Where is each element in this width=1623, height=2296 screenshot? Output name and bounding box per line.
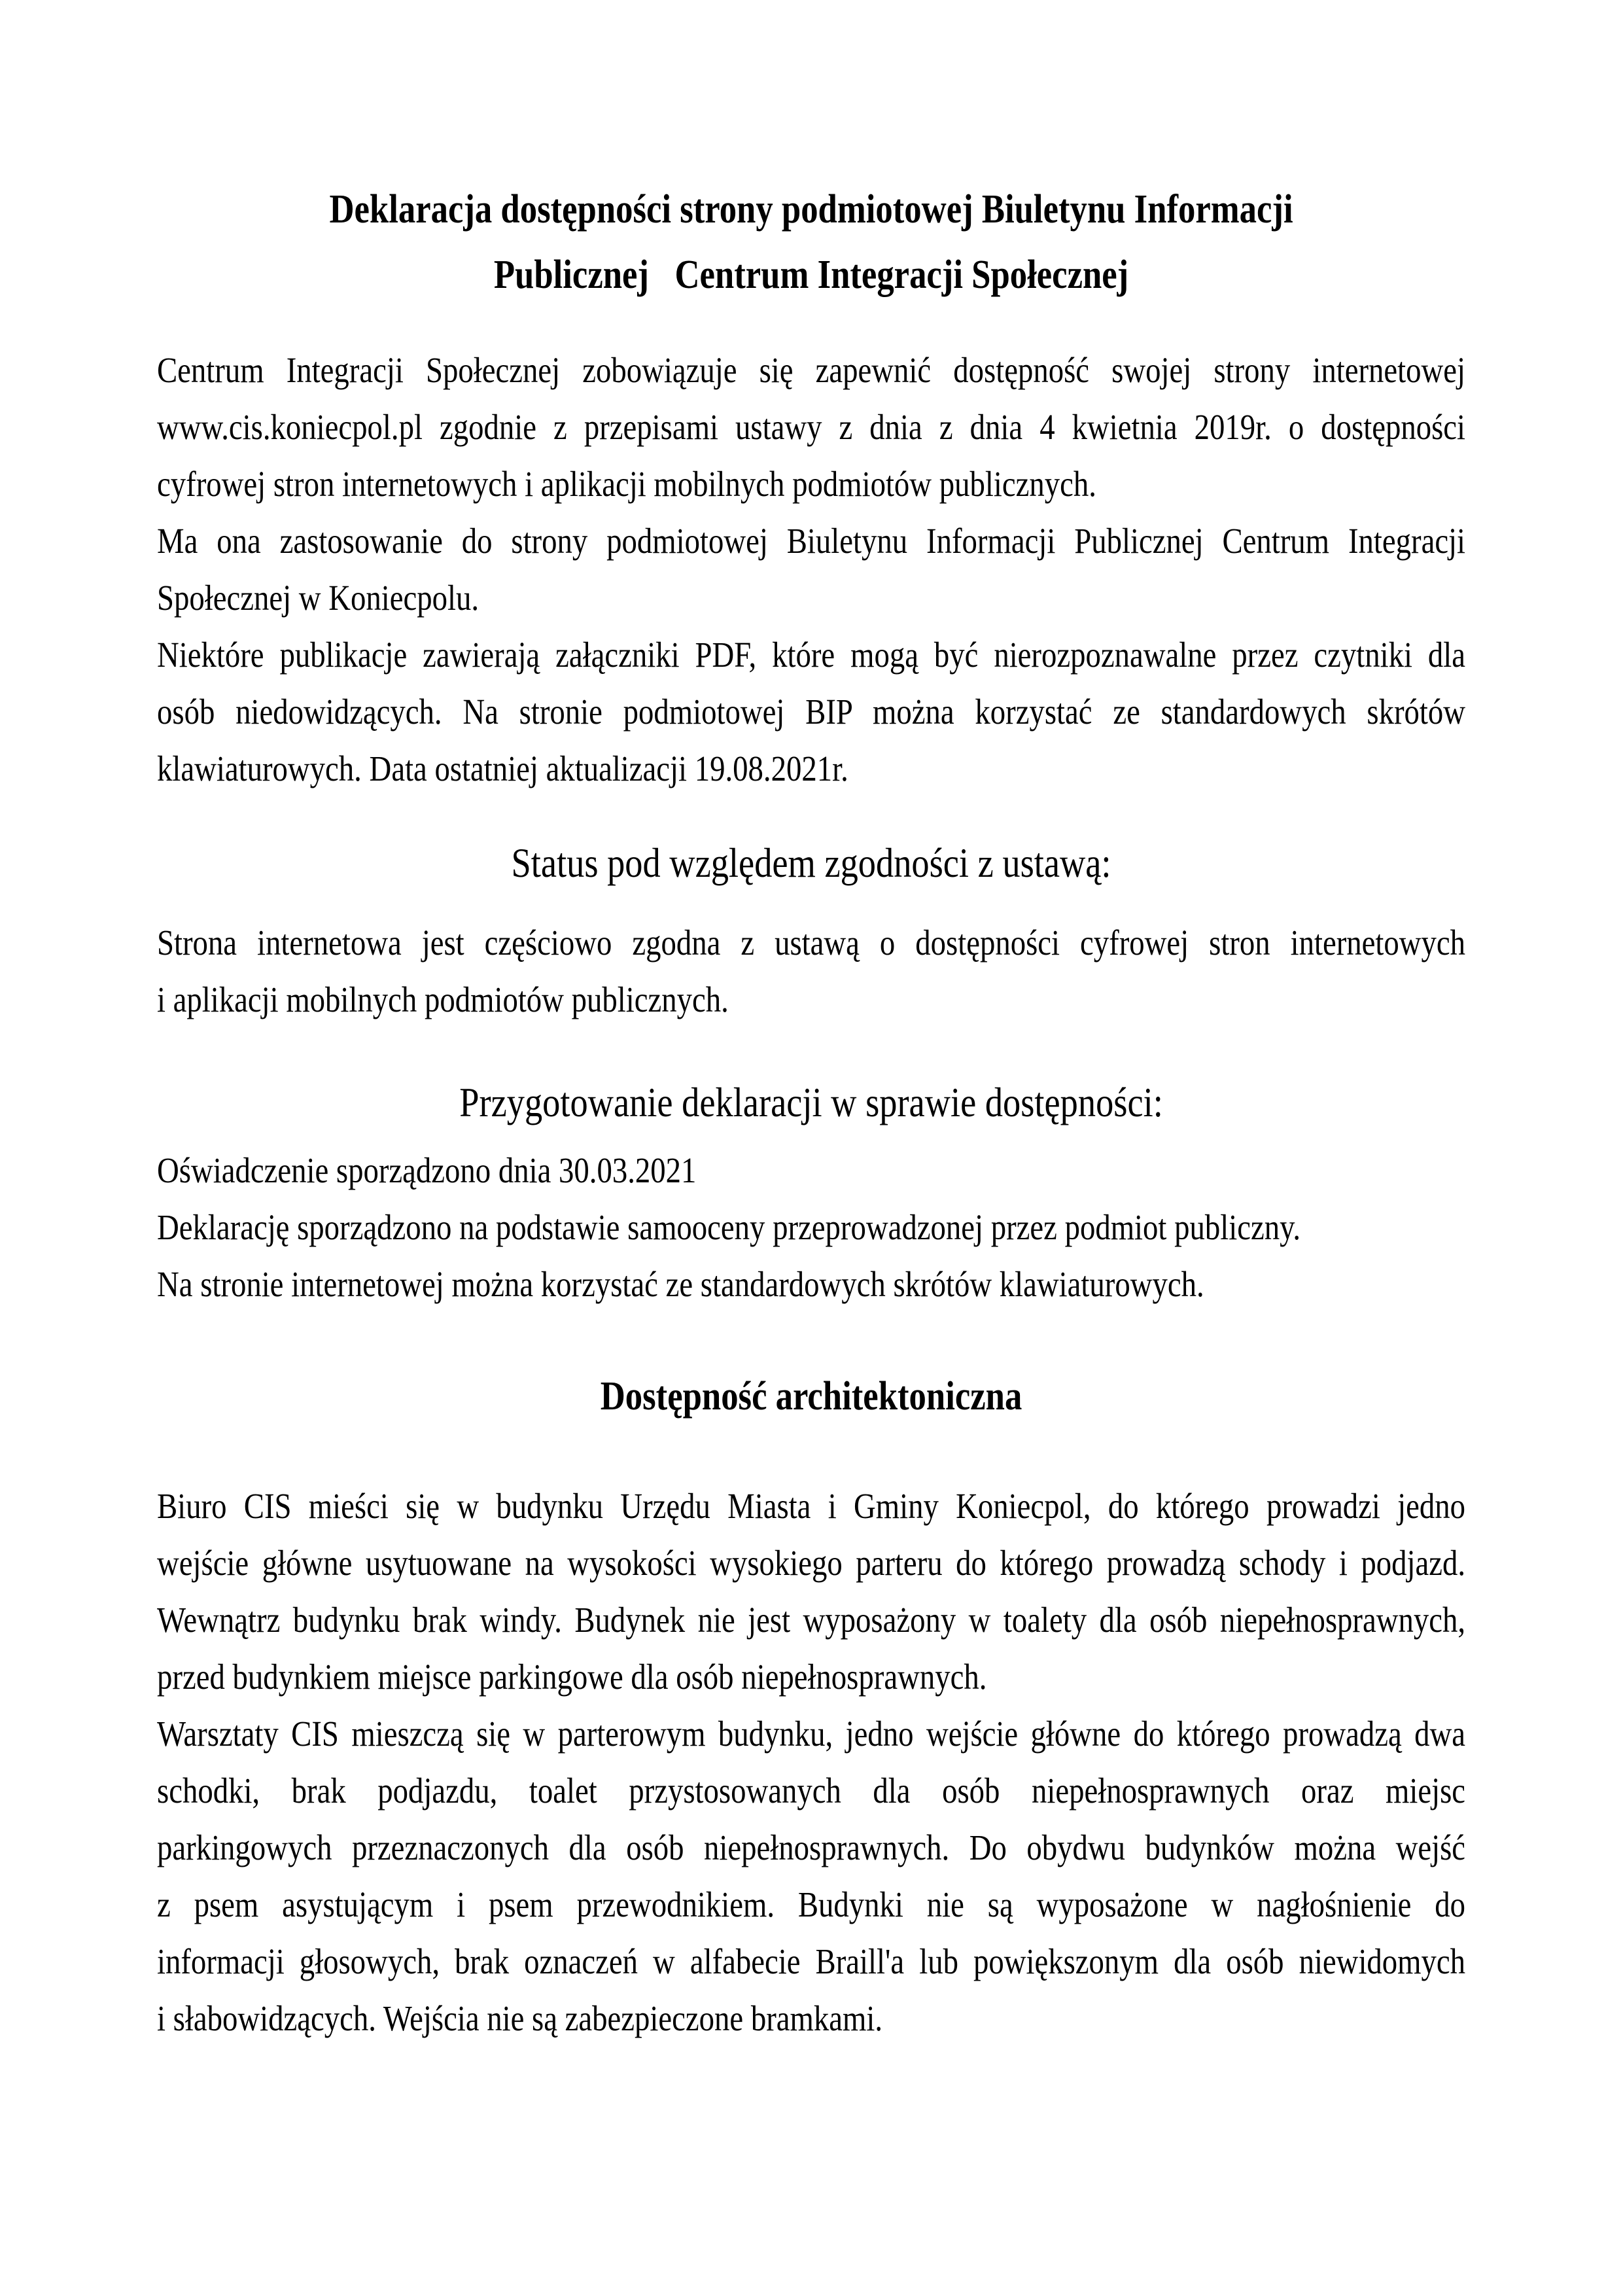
- architecture-paragraph-1: [157, 1477, 1465, 1705]
- text-line: Centrum Integracji Społecznej zobowiązuje się zapewnić dostępność swojej strony internetowej: [157, 350, 1466, 390]
- text-line: i słabowidzących. Wejścia nie są zabezpieczone bramkami.: [157, 1998, 883, 2038]
- architecture-section-heading: Dostępność architektoniczna: [600, 1374, 1022, 1419]
- preparation-section-heading: Przygotowanie deklaracji w sprawie dostępności:: [459, 1079, 1163, 1125]
- text-line: Społecznej w Koniecpolu.: [157, 578, 480, 618]
- architecture-paragraph-2: [157, 1705, 1465, 2047]
- text-line: i aplikacji mobilnych podmiotów publicznych.: [157, 980, 729, 1019]
- text-line: schodki, brak podjazdu, toalet przystosowanych dla osób niepełnosprawnych oraz miejsc: [157, 1771, 1466, 1810]
- text-line: parkingowych przeznaczonych dla osób niepełnosprawnych. Do obydwu budynków można wejść: [157, 1828, 1466, 1867]
- text-line: osób niedowidzących. Na stronie podmiotowej BIP można korzystać ze standardowych skrótów: [157, 692, 1466, 732]
- preparation-statements: [157, 1142, 1465, 1313]
- text-line: Strona internetowa jest częściowo zgodna z ustawą o dostępności cyfrowej stron internetowych: [157, 923, 1466, 963]
- text-line: Deklarację sporządzono na podstawie samooceny przeprowadzonej przez podmiot publiczny.: [157, 1207, 1301, 1247]
- intro-paragraph-1: [157, 342, 1465, 512]
- text-line: Oświadczenie sporządzono dnia 30.03.2021: [157, 1150, 697, 1190]
- text-line: Warsztaty CIS mieszczą się w parterowym budynku, jedno wejście główne do którego prowadzą dwa: [157, 1714, 1466, 1754]
- text-line: przed budynkiem miejsce parkingowe dla osób niepełnosprawnych.: [157, 1657, 987, 1697]
- status-paragraph: [157, 914, 1465, 1028]
- text-line: Ma ona zastosowanie do strony podmiotowej Biuletynu Informacji Publicznej Centrum Integracji: [157, 521, 1466, 561]
- text-line: www.cis.koniecpol.pl zgodnie z przepisami ustawy z dnia z dnia 4 kwietnia 2019r. o dostępności: [157, 407, 1466, 447]
- text-line: Biuro CIS mieści się w budynku Urzędu Miasta i Gminy Koniecpol, do którego prowadzi jedno: [157, 1486, 1466, 1526]
- text-line: Na stronie internetowej można korzystać ze standardowych skrótów klawiaturowych.: [157, 1264, 1204, 1304]
- document-title: [157, 177, 1465, 308]
- text-line: z psem asystującym i psem przewodnikiem. Budynki nie są wyposażone w nagłośnienie do: [157, 1884, 1466, 1924]
- text-line: klawiaturowych. Data ostatniej aktualizacji 19.08.2021r.: [157, 749, 848, 788]
- intro-paragraph-2: [157, 512, 1465, 626]
- text-line: informacji głosowych, brak oznaczeń w alfabecie Braill'a lub powiększonym dla osób niewidomych: [157, 1941, 1466, 1981]
- text-line: Deklaracja dostępności strony podmiotowej Biuletynu Informacji: [329, 187, 1293, 232]
- document-content: [157, 177, 1465, 2047]
- status-section-heading: Status pod względem zgodności z ustawą:: [511, 839, 1111, 886]
- text-line: cyfrowej stron internetowych i aplikacji mobilnych podmiotów publicznych.: [157, 464, 1096, 504]
- text-line: wejście główne usytuowane na wysokości wysokiego parteru do którego prowadzą schody i podjazd.: [157, 1543, 1466, 1583]
- text-line: Niektóre publikacje zawierają załączniki PDF, które mogą być nierozpoznawalne przez czytniki dla: [157, 635, 1466, 675]
- intro-paragraph-3: [157, 626, 1465, 797]
- text-line: Wewnątrz budynku brak windy. Budynek nie jest wyposażony w toalety dla osób niepełnosprawnych,: [157, 1600, 1466, 1640]
- text-line: Publicznej Centrum Integracji Społecznej: [493, 253, 1129, 297]
